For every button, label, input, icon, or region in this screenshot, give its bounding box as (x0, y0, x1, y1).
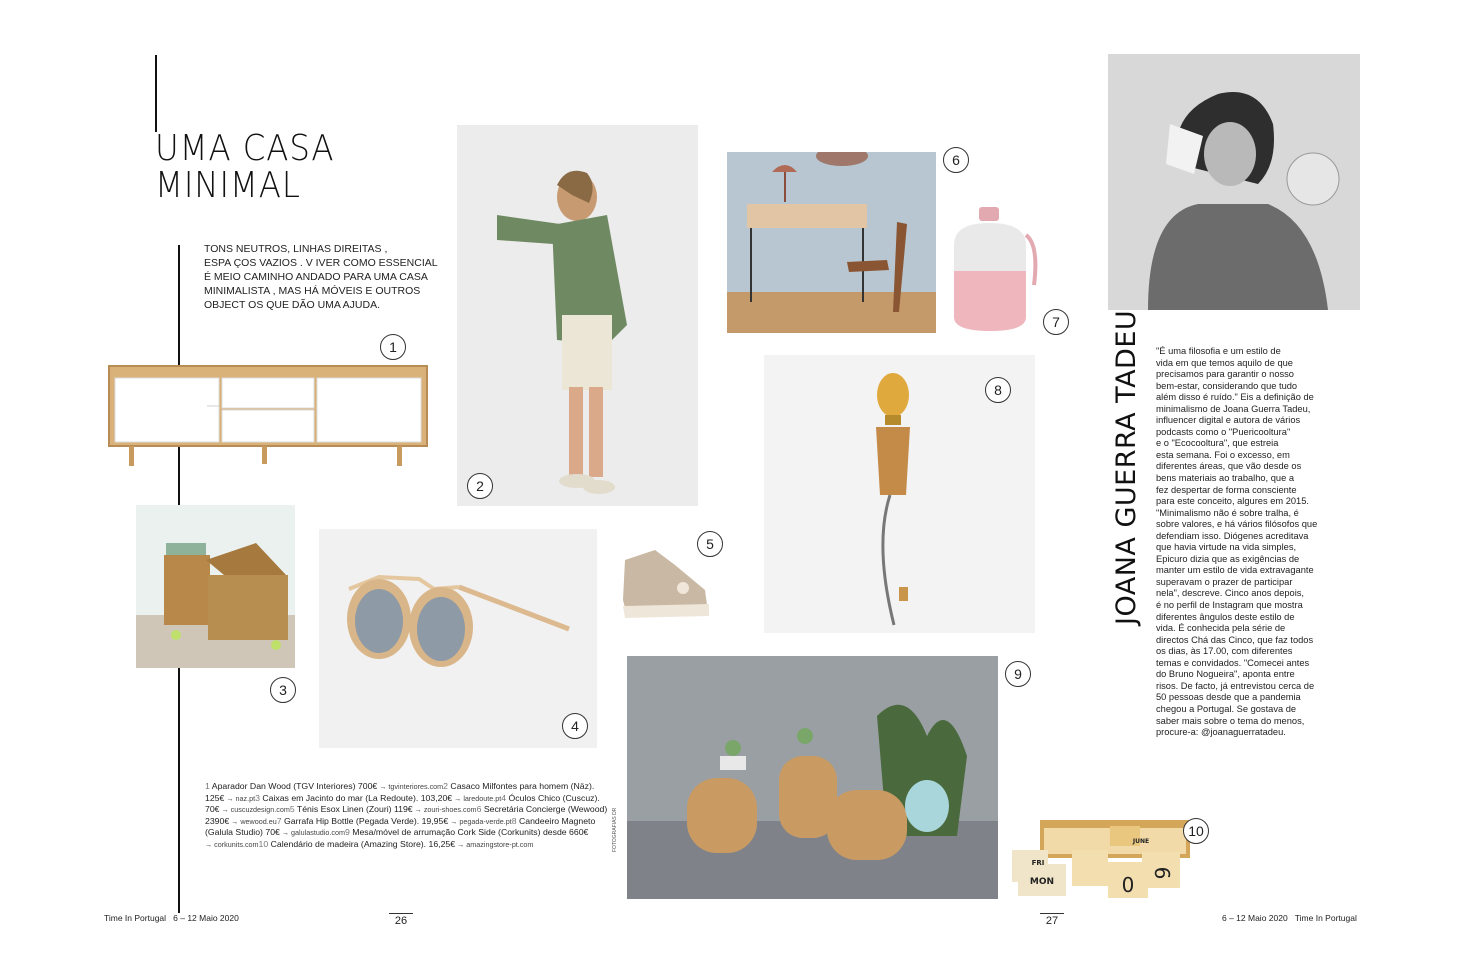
desk-photo (727, 152, 936, 333)
product-credits: 1 Aparador Dan Wood (TGV Interiores) 700€ → tgvinteriores.com2 Casaco Milfontes para homem (Näz). 125€ → naz.pt3 Caixas em Jacinto do mar (La Redoute). 103,20€ → laredoute.pt4 Óculos Chico (Cuscuz). 70€ → cuscuzdesign.com5 Ténis Esox Linen (Zouri) 119€ → zouri-shoes.com6 Secretária Concierge (Wewood) 2390€ → wewood.eu7 Garrafa Hip Bottle (Pegada Verde). 19,95€ → pegada-verde.pt8 Candeeiro Magneto (Galula Studio) 70€ → galulastudio.com9 Mesa/móvel de arrumação Cork Side (Corkunits) desde 660€ → corkunits.com10 Calendário de madeira (Amazing Store). 16,25€ → amazingstore-pt.com (205, 781, 608, 849)
item-number: 3 (270, 677, 296, 703)
item-number: 2 (467, 473, 493, 499)
article-title: UMA CASA MINIMAL (155, 128, 335, 206)
item-number: 6 (943, 147, 969, 173)
page-number-right: 27 (1040, 913, 1064, 927)
item-number: 10 (1183, 818, 1209, 844)
page-number-left: 26 (389, 913, 413, 927)
profile-text: "É uma filosofia e um estilo de vida em que temos aquilo de que precisamos para garantir o nosso bem-estar, considerando que tudo além disso é ruído." Eis a definição de minimalismo de Joana Guerra Tadeu, influencer digital e autora de vários podcasts como o "Puericooltura" e o "Ecocooltura", que estreia esta semana. Foi o excesso, em diferentes áreas, que vão desde os bens materiais ao trabalho, que a fez despertar de forma consciente para este conceito, algures em 2015. "Minimalismo não é sobre tralha, é sobre valores, e há vários filósofos que defendiam isso. Diógenes acreditava que havia virtude na vida simples, Epicuro dizia que as exigências de manter um estilo de vida extravagante superavam o prazer de participar nela", descreve. Cinco anos depois, é no perfil de Instagram que mostra diferentes ângulos deste estilo de vida. É conhecida pela série de directos Chá das Cinco, que faz todos os dias, às 17.00, com diferentes temas e convidados. "Comecei antes do Bruno Nogueira", aponta entre risos. De facto, já entrevistou cerca de 50 pessoas desde que a pandemia chegou a Portugal. Se gostava de saber mais sobre o tema do menos, procure-a: @joanaguerratadeu. (1156, 346, 1318, 738)
cork-tables-photo (627, 656, 998, 899)
calendar-month: MON (1029, 877, 1055, 887)
sideboard-image (107, 364, 429, 467)
item-number: 4 (562, 713, 588, 739)
profile-name: JOANA GUERRA TADEU (1111, 309, 1142, 625)
photo-credit: FOTOGRAFIAS DR (612, 807, 618, 852)
calendar-month2: JUNE (1132, 838, 1150, 845)
calendar-image (1010, 818, 1195, 898)
footer-left: Time In Portugal 6 – 12 Maio 2020 (104, 913, 239, 923)
bottle-image (944, 205, 1039, 335)
item-number: 1 (380, 334, 406, 360)
sunglasses-photo (319, 529, 597, 748)
calendar-digit-1: 0 (1121, 873, 1135, 897)
article-intro: TONS NEUTROS, LINHAS DIREITAS , ESPA ÇOS VAZIOS . V IVER COMO ESSENCIAL É MEIO CAMINHO ANDADO PARA UMA CASA MINIMALISTA , MAS HÁ MÓVEIS E OUTROS OBJECT OS QUE DÃO UMA AJUDA. (204, 243, 438, 311)
jacket-photo (457, 125, 698, 506)
calendar-digit-2: 6 (1150, 866, 1174, 880)
item-number: 7 (1043, 309, 1069, 335)
calendar-day: FRI (1031, 859, 1045, 867)
item-number: 9 (1005, 661, 1031, 687)
item-number: 5 (697, 531, 723, 557)
item-number: 8 (985, 377, 1011, 403)
footer-right: 6 – 12 Maio 2020 Time In Portugal (1222, 913, 1357, 923)
portrait-photo (1108, 54, 1360, 310)
baskets-photo (136, 505, 295, 668)
vertical-rule (155, 55, 157, 132)
